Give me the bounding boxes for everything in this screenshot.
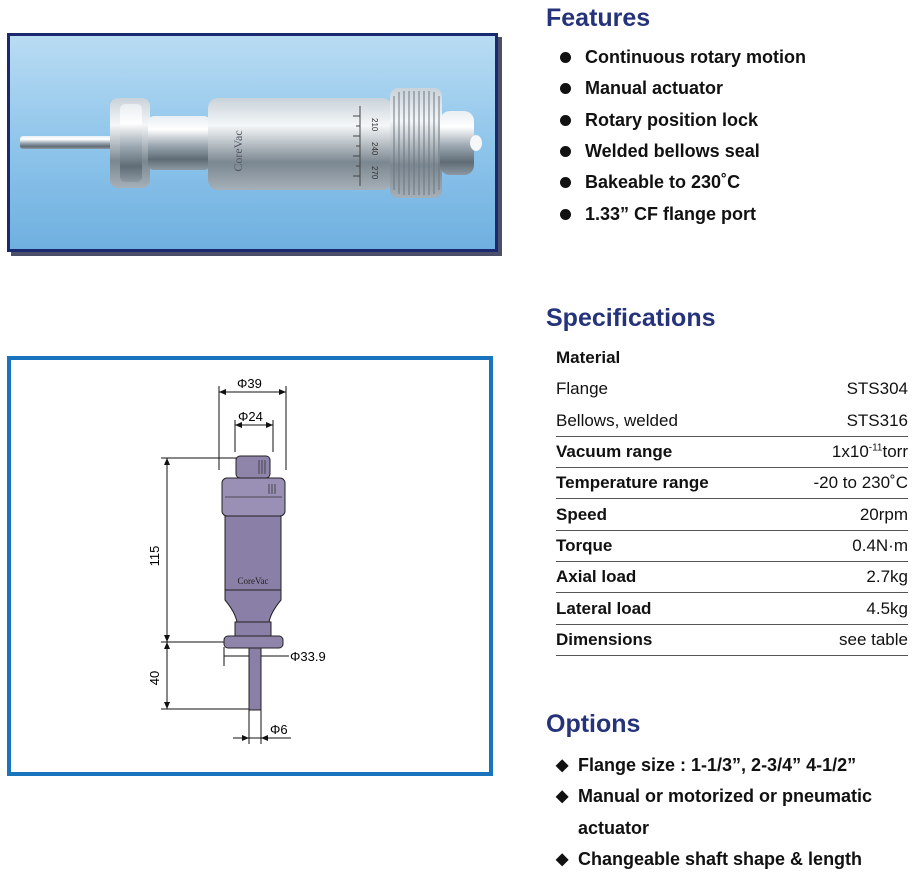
spec-row (556, 593, 908, 624)
option-text: Manual or motorized or pneumatic actuator (578, 786, 873, 838)
scale-mark-3: 270 (370, 166, 379, 180)
spec-value: -20 to 230˚C (813, 473, 908, 493)
bullet-icon (560, 177, 571, 188)
product-photo (7, 33, 498, 252)
feature-text: Rotary position lock (585, 109, 759, 130)
rotary-feedthrough-photo (10, 36, 495, 249)
dim-phi6: Φ6 (270, 722, 288, 737)
spec-label: Temperature range (556, 473, 709, 493)
dim-40: 40 (147, 670, 162, 686)
spec-label: Axial load (556, 567, 637, 587)
spec-value (832, 442, 908, 462)
spec-value-base: 1x10 (831, 442, 869, 462)
drawing-brand: CoreVac (237, 576, 269, 586)
spec-value: 0.4N·m (852, 535, 908, 555)
feature-item (556, 167, 806, 198)
photo-brand: CoreVac (231, 130, 245, 172)
spec-row (556, 374, 908, 405)
feature-text: Manual actuator (585, 78, 724, 99)
options-heading: Options (546, 710, 641, 738)
spec-value: 4.5kg (866, 598, 908, 618)
feature-text: Welded bellows seal (585, 141, 760, 162)
feature-text: 1.33” CF flange port (585, 203, 757, 224)
diamond-bullet-icon: ◆ (556, 850, 569, 868)
bullet-icon (560, 209, 571, 220)
diamond-bullet-icon: ◆ (556, 757, 569, 774)
spec-row (556, 499, 908, 530)
spec-label: Speed (556, 504, 608, 524)
feature-text: Continuous rotary motion (585, 47, 806, 68)
bullet-icon (560, 52, 571, 63)
spec-label: Dimensions (556, 629, 653, 649)
spec-value: STS316 (846, 410, 908, 430)
scale-mark-2: 240 (370, 142, 379, 156)
features-heading: Features (546, 4, 651, 32)
dim-phi24: Φ24 (238, 409, 263, 424)
spec-row-material (556, 343, 908, 374)
spec-label: Vacuum range (556, 442, 673, 462)
spec-label: Flange (556, 379, 608, 399)
option-item (556, 781, 916, 844)
spec-value: 2.7kg (866, 567, 908, 587)
bullet-icon (560, 146, 571, 157)
options-list (556, 750, 916, 875)
dim-phi39: Φ39 (237, 376, 262, 391)
diamond-bullet-icon: ◆ (556, 788, 569, 806)
spec-label: Torque (556, 535, 613, 555)
spec-row (556, 406, 908, 437)
feature-item (556, 42, 806, 73)
spec-value-unit: torr (882, 442, 908, 462)
spec-label: Bellows, welded (556, 410, 678, 430)
bullet-icon (560, 83, 571, 94)
spec-value: STS304 (846, 379, 908, 399)
option-item (556, 750, 916, 781)
spec-row (556, 562, 908, 593)
feature-item (556, 73, 806, 104)
spec-row (556, 437, 908, 468)
spec-value: 20rpm (859, 504, 908, 524)
dim-phi33-9: Φ33.9 (290, 649, 326, 664)
feature-item (556, 136, 806, 167)
specifications-table (556, 343, 908, 656)
spec-row (556, 531, 908, 562)
specifications-heading: Specifications (546, 304, 716, 332)
spec-row (556, 625, 908, 656)
bullet-icon (560, 115, 571, 126)
scale-mark-1: 210 (370, 118, 379, 132)
dimension-drawing (7, 356, 493, 776)
spec-material-label: Material (556, 348, 621, 368)
dim-115: 115 (147, 545, 162, 567)
option-item (556, 844, 916, 875)
features-list (556, 42, 806, 230)
spec-value-exponent: -11 (868, 442, 883, 454)
option-text: Changeable shaft shape & length (578, 848, 863, 869)
feature-item (556, 105, 806, 136)
feature-text: Bakeable to 230˚C (585, 172, 741, 193)
option-text: Flange size : 1-1/3”, 2-3/4” 4-1/2” (578, 755, 857, 775)
spec-label: Lateral load (556, 598, 652, 618)
spec-value: see table (839, 629, 908, 649)
feature-item (556, 198, 806, 229)
spec-row (556, 468, 908, 499)
technical-drawing (11, 360, 489, 772)
